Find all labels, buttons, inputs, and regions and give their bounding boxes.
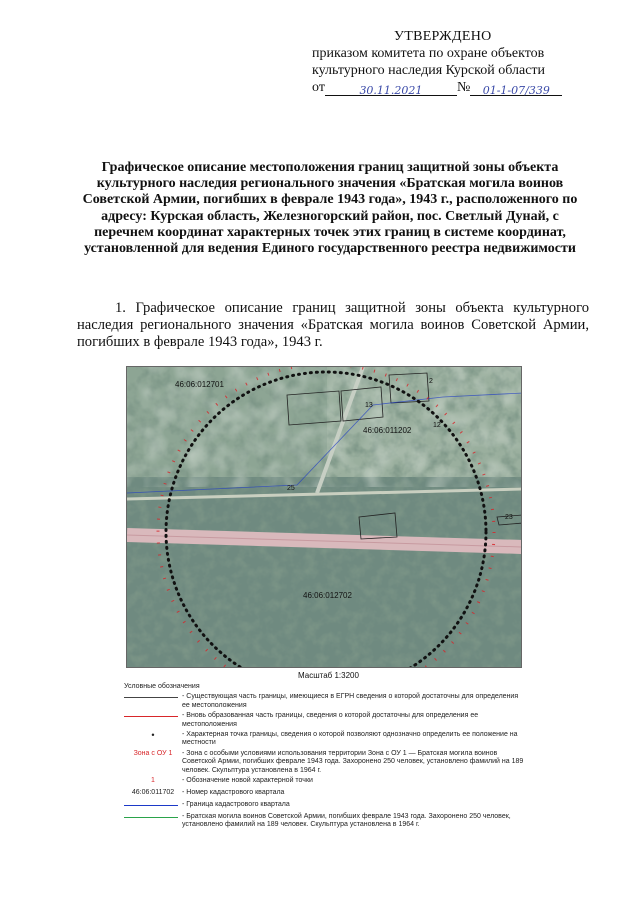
legend-item-existing-boundary: - Существующая часть границы, имеющиеся в ЕГРН сведения о которой достаточны для определения ее местоположения bbox=[124, 693, 524, 710]
map-label-13: 13 bbox=[365, 402, 373, 409]
legend-item-grave: - Братская могила воинов Советской Армии, погибших феврале 1943 года. Захоронено 250 человек, установлено фамилий на 189 человек. Скульптура установлена в 1964 г. bbox=[124, 813, 524, 830]
map-label-23: 23 bbox=[505, 514, 513, 521]
red-line-symbol bbox=[124, 716, 178, 717]
legend bbox=[124, 683, 524, 832]
number-label: № bbox=[456, 80, 471, 95]
legend-item-point: • - Характерная точка границы, сведения о которой позволяют однозначно определить ее положение на местности bbox=[124, 731, 524, 748]
approval-block bbox=[312, 28, 612, 96]
point-symbol: • bbox=[151, 730, 155, 741]
blue-line-symbol bbox=[124, 805, 178, 806]
legend-item-new-boundary: - Вновь образованная часть границы, сведения о которой достаточны для определения ее местоположения bbox=[124, 712, 524, 729]
aerial-map bbox=[126, 366, 522, 668]
map-scale: Масштаб 1:3200 bbox=[298, 671, 359, 680]
map-svg bbox=[127, 367, 522, 668]
quarter-label-1: 46:06:012701 bbox=[175, 380, 224, 389]
from-label: от bbox=[312, 80, 325, 95]
legend-title: Условные обозначения bbox=[124, 683, 200, 690]
legend-item-quarter-boundary: - Граница кадастрового квартала bbox=[124, 801, 524, 811]
map-label-12: 12 bbox=[433, 422, 441, 429]
approval-line-2: культурного наследия Курской области bbox=[312, 63, 546, 78]
legend-item-zone: Зона с ОУ 1 - Зона с особыми условиями использования территории Зона с ОУ 1 — Братская могила воинов Советской Армии, погибших феврале 1943 года. Захоронено 250 человек, установлено фамилий на 189 человек. Скульптура установлена в 1964 г. bbox=[124, 750, 524, 775]
legend-item-new-point-label: 1 - Обозначение новой характерной точки bbox=[124, 777, 524, 787]
map-label-2: 2 bbox=[429, 378, 433, 385]
quarter-label-2: 46:06:011202 bbox=[363, 426, 412, 435]
zone-symbol: Зона с ОУ 1 bbox=[133, 749, 173, 757]
handwritten-date: 30.11.2021 bbox=[359, 84, 423, 97]
document-heading: Графическое описание местоположения границ защитной зоны объекта культурного наследия регионального значения «Братская могила воинов Советской Армии, погибших в феврале 1943 года», 1943 г., расположенного по адресу: Курская область, Железногорский район, пос. Светлый Дунай, с перечнем координат характерных точек этих границ в системе координат, установленной для ведения Единого государственного реестра недвижимости bbox=[82, 160, 578, 257]
section-paragraph: 1. Графическое описание границ защитной зоны объекта культурного наследия регионального значения «Братская могила воинов Советской Армии, погибших в феврале 1943 года», 1943 г. bbox=[77, 300, 589, 350]
handwritten-number: 01-1-07/339 bbox=[482, 84, 550, 97]
green-line-symbol bbox=[124, 817, 178, 818]
quarter-label-3: 46:06:012702 bbox=[303, 591, 352, 600]
approval-line-1: приказом комитета по охране объектов bbox=[312, 46, 545, 61]
new-point-symbol: 1 bbox=[151, 777, 155, 785]
approval-title: УТВЕРЖДЕНО bbox=[394, 29, 492, 44]
map-label-25: 25 bbox=[287, 485, 295, 492]
black-line-symbol bbox=[124, 697, 178, 698]
approval-date-line bbox=[312, 79, 612, 96]
quarter-number-symbol: 46:06:011702 bbox=[131, 789, 175, 797]
legend-item-quarter-number: 46:06:011702 - Номер кадастрового квартала bbox=[124, 789, 524, 799]
